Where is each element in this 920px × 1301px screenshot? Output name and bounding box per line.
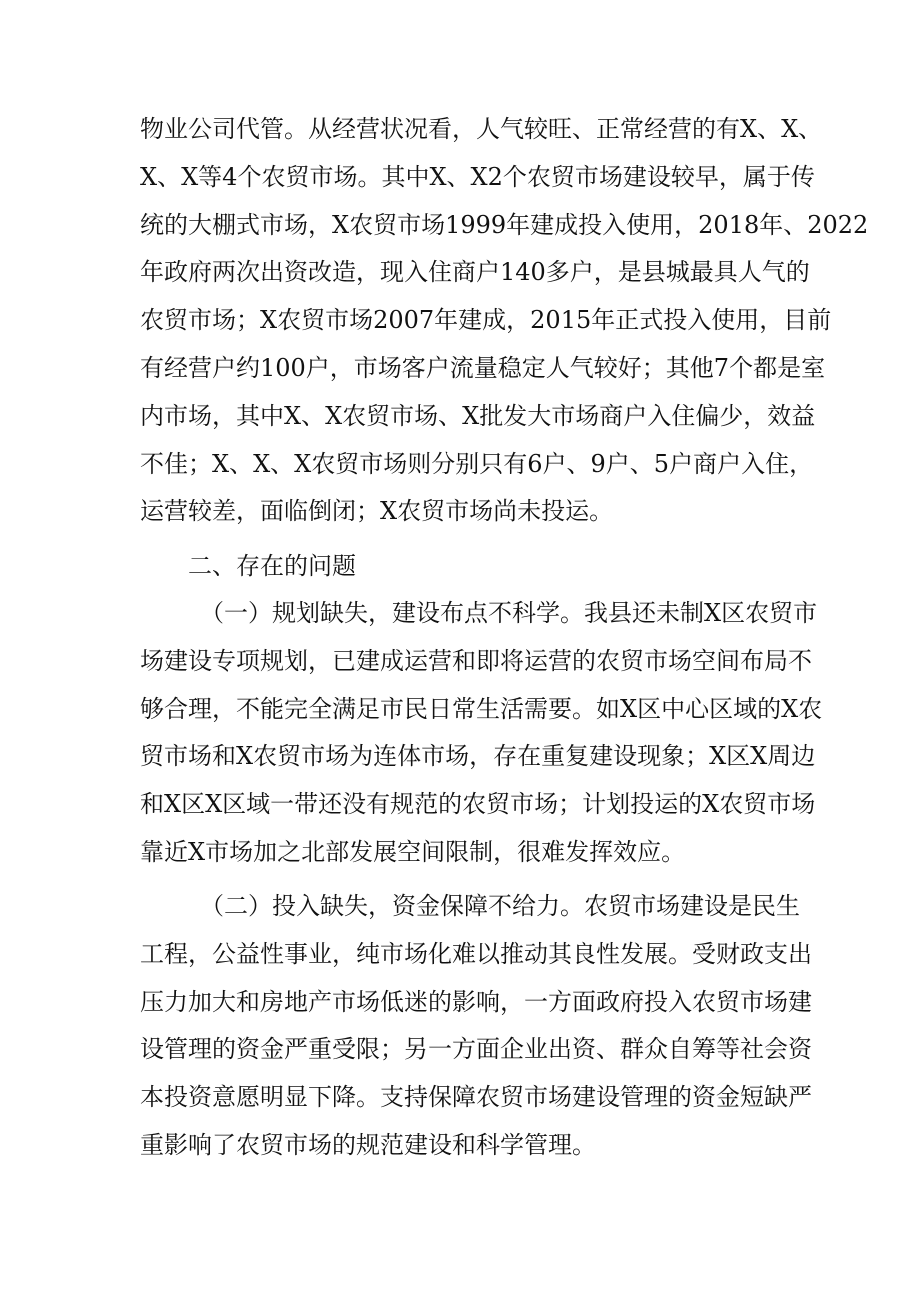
text-line: 靠近X市场加之北部发展空间限制，很难发挥效应。 bbox=[140, 837, 686, 866]
section-heading-block bbox=[140, 543, 780, 591]
subsection-planning bbox=[140, 590, 823, 877]
text-line: 本投资意愿明显下降。支持保障农贸市场建设管理的资金短缺严 bbox=[140, 1083, 812, 1112]
text-line: 设管理的资金严重受限；另一方面企业出资、群众自筹等社会资 bbox=[140, 1035, 812, 1064]
text-line: 运营较差，面临倒闭；X农贸市场尚未投运。 bbox=[140, 497, 614, 526]
text-line: （二）投入缺失，资金保障不给力。农贸市场建设是民生 bbox=[200, 892, 800, 920]
text-line: 压力加大和房地产市场低迷的影响，一方面政府投入农贸市场建 bbox=[140, 987, 812, 1016]
text-line: 年政府两次出资改造，现入住商户140多户，是县城最具人气的 bbox=[140, 258, 810, 287]
text-line: 内市场，其中X、X农贸市场、X批发大市场商户入住偏少，效益 bbox=[140, 401, 816, 430]
text-line: 和X区X区域一带还没有规范的农贸市场；计划投运的X农贸市场 bbox=[140, 790, 816, 819]
text-line: 不佳；X、X、X农贸市场则分别只有6户、9户、5户商户入住， bbox=[140, 449, 814, 478]
text-line: 物业公司代管。从经营状况看，人气较旺、正常经营的有X、X、 bbox=[140, 115, 823, 143]
text-line: 农贸市场；X农贸市场2007年建成，2015年正式投入使用，目前 bbox=[140, 306, 832, 335]
text-line: 贸市场和X农贸市场为连体市场，存在重复建设现象；X区X周边 bbox=[140, 742, 816, 771]
text-line: 场建设专项规划，已建成运营和即将运营的农贸市场空间布局不 bbox=[140, 646, 812, 675]
text-line: X、X等4个农贸市场。其中X、X2个农贸市场建设较早，属于传 bbox=[140, 162, 815, 191]
text-line: 统的大棚式市场，X农贸市场1999年建成投入使用，2018年、2022 bbox=[140, 210, 869, 239]
subsection-funding bbox=[140, 883, 812, 1170]
paragraph-continuation bbox=[140, 106, 869, 536]
section-heading: 二、存在的问题 bbox=[188, 552, 356, 580]
text-line: 够合理，不能完全满足市民日常生活需要。如X区中心区域的X农 bbox=[140, 694, 823, 723]
text-line: 工程，公益性事业，纯市场化难以推动其良性发展。受财政支出 bbox=[140, 939, 812, 968]
text-line: 重影响了农贸市场的规范建设和科学管理。 bbox=[140, 1130, 596, 1159]
text-line: 有经营户约100户，市场客户流量稳定人气较好；其他7个都是室 bbox=[140, 353, 826, 382]
text-line: （一）规划缺失，建设布点不科学。我县还未制X区农贸市 bbox=[200, 599, 818, 627]
